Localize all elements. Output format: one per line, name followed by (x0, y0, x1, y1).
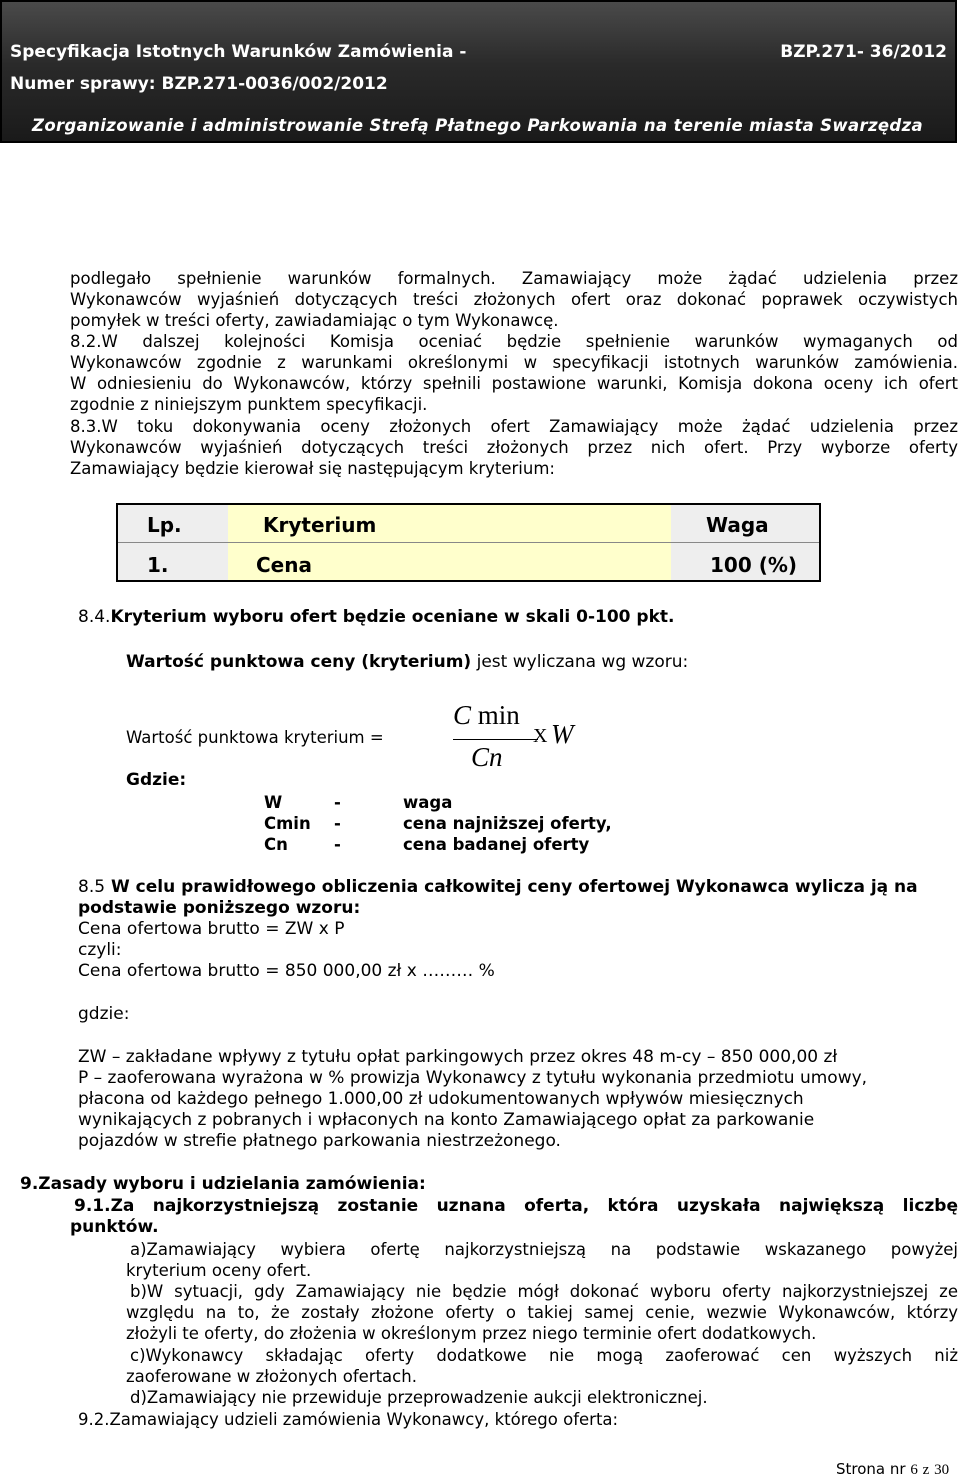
formula-w: W (551, 719, 574, 749)
fraction-bar (453, 739, 538, 740)
s85-number: 8.5 (78, 877, 106, 897)
intro-line-3: pomyłek w treści oferty, zawiadamiając o tym Wykonawcę. (70, 311, 559, 330)
s91-c-line-1: c)Wykonawcy składając oferty dodatkowe nie mogą zaoferować cen wyższych niż (130, 1346, 958, 1365)
table-cell-kryterium: Cena (256, 553, 312, 577)
s85-p-3: wynikających z pobranych i wpłaconych na konto Zamawiającego opłat za parkowanie (78, 1110, 815, 1130)
table-row-divider (118, 542, 819, 543)
formula-where-label: Gdzie: (126, 770, 187, 790)
legend-dash-cn: - (334, 835, 341, 854)
s83-line-2: Wykonawców wyjaśnień dotyczących treści złożonych przez nich ofert. Przy wyborze oferty (70, 438, 958, 457)
s85-formula-2: czyli: (78, 940, 122, 960)
formula-numerator (453, 700, 520, 731)
intro-line-1: podlegało spełnienie warunków formalnych. Zamawiający może żądać udzielenia przez (70, 269, 958, 288)
footer-total-pages: 30 (934, 1462, 950, 1478)
s84-heading (78, 607, 674, 628)
header-subject: Zorganizowanie i administrowanie Strefą Płatnego Parkowania na terenie miasta Swarzędza (32, 116, 924, 135)
criteria-table (116, 503, 821, 582)
s82-line-1: 8.2.W dalszej kolejności Komisja oceniać będzie spełnienie warunków wymaganych od (70, 332, 958, 351)
header-code: BZP.271- 36/2012 (780, 42, 947, 62)
formula-fraction (445, 700, 548, 780)
s85-heading (78, 877, 918, 898)
s91-a-line-1: a)Zamawiający wybiera ofertę najkorzystniejszą na podstawie wskazanego powyżej (130, 1240, 958, 1259)
table-header-lp: Lp. (147, 513, 182, 537)
s85-p-2: płacona od każdego pełnego 1.000,00 zł udokumentowanych wpływów miesięcznych (78, 1089, 804, 1109)
formula-denominator: Cn (471, 742, 503, 772)
table-header-waga: Waga (706, 513, 769, 537)
s85-formula-3: Cena ofertowa brutto = 850 000,00 zł x ……… % (78, 961, 495, 981)
formula-c: C (453, 700, 472, 730)
legend-dash-w: - (334, 793, 341, 812)
table-header-kryterium: Kryterium (263, 513, 377, 537)
s82-line-3: W odniesieniu do Wykonawców, którzy spełnili postawione warunki, Komisja dokona oceny ich ofert (70, 374, 958, 393)
formula-intro-bold: Wartość punktowa ceny (kryterium) (126, 652, 472, 672)
legend-desc-w: waga (403, 793, 453, 812)
footer-label: Strona nr (836, 1460, 906, 1478)
legend-dash-cmin: - (334, 814, 341, 833)
s9-heading: 9.Zasady wyboru i udzielania zamówienia: (20, 1174, 426, 1194)
s83-line-1: 8.3.W toku dokonywania oceny złożonych ofert Zamawiający może żądać udzielenia przez (70, 417, 958, 436)
s85-zw: ZW – zakładane wpływy z tytułu opłat parkingowych przez okres 48 m-cy – 850 000,00 zł (78, 1047, 838, 1067)
s82-line-4: zgodnie z niniejszym punktem specyfikacji. (70, 395, 428, 414)
table-cell-lp: 1. (147, 553, 169, 577)
s91-c-line-2: zaoferowane w złożonych ofertach. (126, 1367, 417, 1386)
s85-where: gdzie: (78, 1004, 130, 1024)
intro-line-2: Wykonawców wyjaśnień dotyczących treści złożonych ofert oraz dokonać poprawek oczywistych (70, 290, 958, 309)
table-cell-waga: 100 (%) (710, 553, 798, 577)
s91-line-2: punktów. (70, 1217, 159, 1237)
s85-p-1: P – zaoferowana wyrażona w % prowizja Wykonawcy z tytułu wykonania przedmiotu umowy, (78, 1068, 868, 1088)
s83-line-3: Zamawiający będzie kierował się następującym kryterium: (70, 459, 555, 478)
s91-a-line-2: kryterium oceny ofert. (126, 1261, 312, 1280)
s91-d-line-1: d)Zamawiający nie przewiduje przeprowadzenie aukcji elektronicznej. (130, 1388, 708, 1407)
formula-min: min (471, 700, 520, 730)
s92-line: 9.2.Zamawiający udzieli zamówienia Wykonawcy, którego oferta: (78, 1410, 619, 1429)
legend-sym-cn: Cn (264, 835, 288, 854)
formula-times: X (533, 725, 548, 747)
s91-b-line-2: względu na to, że zostały złożone oferty o takiej samej cenie, wezwie Wykonawców, którzy (126, 1303, 958, 1322)
footer-page-number: 6 (910, 1462, 918, 1478)
legend-desc-cmin: cena najniższej oferty, (403, 814, 612, 833)
legend-sym-cmin: Cmin (264, 814, 311, 833)
legend-desc-cn: cena badanej oferty (403, 835, 590, 854)
legend-sym-w: W (264, 793, 283, 812)
s91-line-1: 9.1.Za najkorzystniejszą zostanie uznana oferta, która uzyskała największą liczbę (74, 1196, 958, 1216)
s84-text: Kryterium wyboru ofert będzie oceniane w skali 0-100 pkt. (110, 607, 675, 627)
page-footer (836, 1460, 949, 1479)
s85-bold-1: W celu prawidłowego obliczenia całkowitej ceny ofertowej Wykonawca wylicza ją na (105, 877, 918, 897)
formula-intro (126, 652, 688, 673)
formula-intro-rest: jest wyliczana wg wzoru: (471, 652, 689, 672)
s91-b-line-3: złożyli te oferty, do złożenia w określonym przez niego terminie ofert dodatkowych. (126, 1324, 817, 1343)
s85-p-4: pojazdów w strefie płatnego parkowania niestrzeżonego. (78, 1131, 561, 1151)
formula-lhs: Wartość punktowa kryterium = (126, 728, 384, 747)
document-header (0, 0, 957, 143)
s85-formula-1: Cena ofertowa brutto = ZW x P (78, 919, 345, 939)
header-title: Specyfikacja Istotnych Warunków Zamówienia - (10, 42, 467, 62)
s82-line-2: Wykonawców zgodnie z warunkami określonymi w specyfikacji istotnych warunków zamówienia. (70, 353, 958, 372)
s84-number: 8.4. (78, 607, 111, 627)
s91-b-line-1: b)W sytuacji, gdy Zamawiający nie będzie mógł dokonać wyboru oferty najkorzystniejszej ze (130, 1282, 958, 1301)
s85-bold-2: podstawie poniższego wzoru: (78, 898, 361, 918)
header-case-number: Numer sprawy: BZP.271-0036/002/2012 (10, 74, 388, 94)
footer-of: z (922, 1462, 930, 1478)
